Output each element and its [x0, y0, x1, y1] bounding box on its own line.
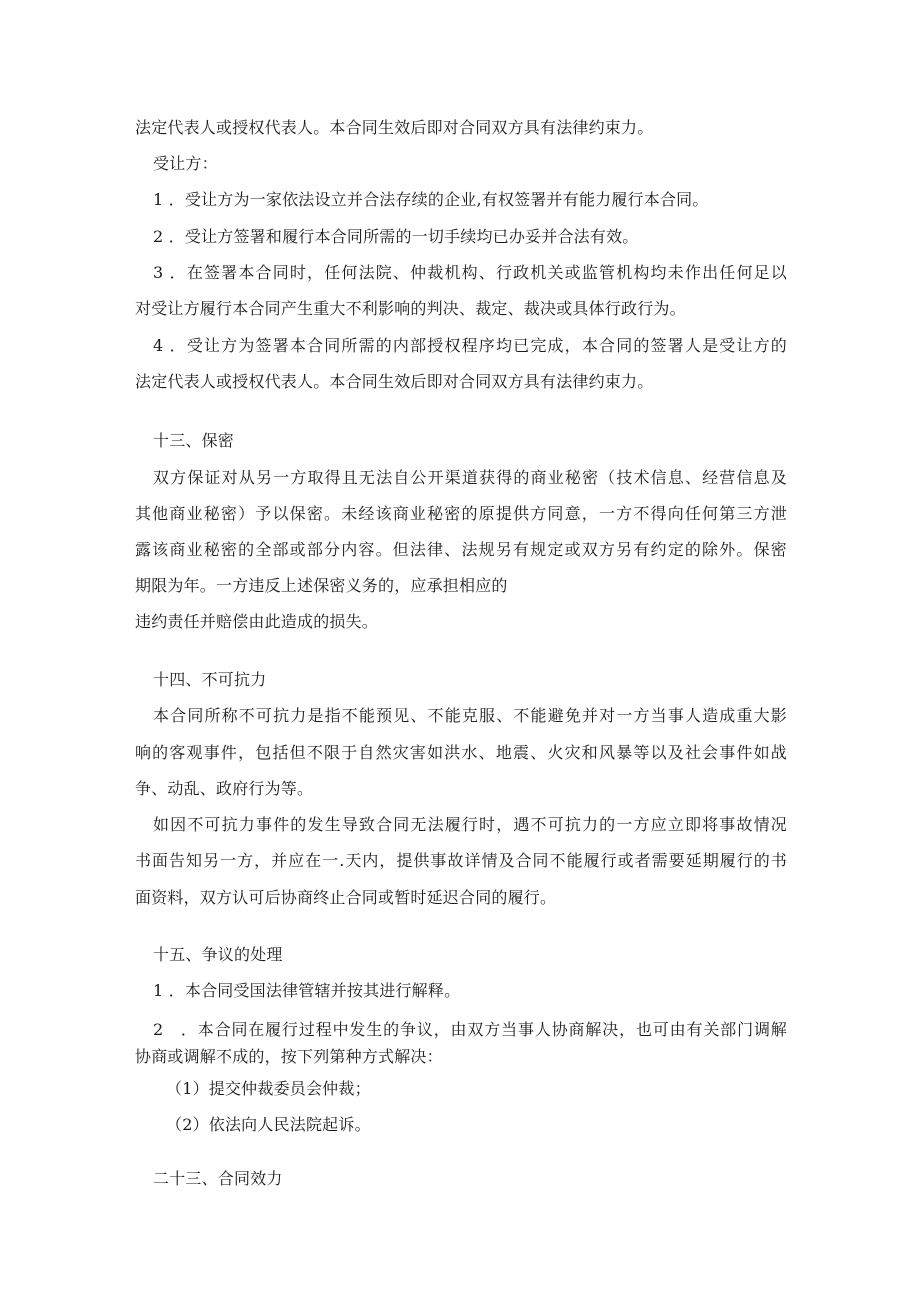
text-line: 响的客观事件，包括但不限于自然灾害如洪水、地震、火灾和风暴等以及社会事件如战 — [135, 743, 787, 762]
text-line: 违约责任并赔偿由此造成的损失。 — [135, 612, 379, 631]
section-heading: 十五、争议的处理 — [153, 945, 283, 964]
section-heading: 十四、不可抗力 — [153, 670, 267, 689]
text-line: 3 ．在签署本合同时，任何法院、仲裁机构、行政机关或监管机构均未作出任何足以 — [153, 263, 787, 282]
text-line: 双方保证对从另一方取得且无法自公开渠道获得的商业秘密（技术信息、经营信息及 — [153, 468, 787, 487]
text-line: 期限为年。一方违反上述保密义务的，应承担相应的 — [135, 576, 508, 595]
text-line: （1）提交仲裁委员会仲裁； — [166, 1079, 371, 1098]
text-line: 其他商业秘密）予以保密。未经该商业秘密的原提供方同意，一方不得向任何第三方泄 — [135, 504, 787, 523]
text-line: 2 ．本合同在履行过程中发生的争议，由双方当事人协商解决，也可由有关部门调解 — [153, 1020, 787, 1039]
text-line: 本合同所称不可抗力是指不能预见、不能克服、不能避免并对一方当事人造成重大影 — [153, 706, 787, 725]
text-line: 争、动乱、政府行为等。 — [135, 779, 314, 798]
text-line: 法定代表人或授权代表人。本合同生效后即对合同双方具有法律约束力。 — [135, 118, 654, 137]
text-line: 法定代表人或授权代表人。本合同生效后即对合同双方具有法律约束力。 — [135, 372, 654, 391]
text-line: 1 ．受让方为一家依法设立并合法存续的企业,有权签署并有能力履行本合同。 — [153, 190, 709, 209]
text-line: （2）依法向人民法院起诉。 — [166, 1115, 371, 1134]
text-line: 如因不可抗力事件的发生导致合同无法履行时，遇不可抗力的一方应立即将事故情况 — [153, 815, 787, 834]
text-line: 面资料，双方认可后协商终止合同或暂时延迟合同的履行。 — [135, 888, 557, 907]
section-heading: 二十三、合同效力 — [153, 1169, 283, 1188]
text-line: 4 ．受让方为签署本合同所需的内部授权程序均已完成，本合同的签署人是受让方的 — [153, 336, 787, 355]
section-heading: 十三、保密 — [153, 431, 235, 450]
text-line: 1 ．本合同受国法律管辖并按其进行解释。 — [153, 981, 461, 1000]
text-line: 对受让方履行本合同产生重大不利影响的判决、裁定、裁决或具体行政行为。 — [135, 299, 686, 318]
text-line: 书面告知另一方，并应在一.天内，提供事故详情及合同不能履行或者需要延期履行的书 — [135, 851, 787, 870]
text-line: 受让方： — [153, 154, 218, 173]
text-line: 2 ．受让方签署和履行本合同所需的一切手续均已办妥并合法有效。 — [153, 227, 639, 246]
text-line: 露该商业秘密的全部或部分内容。但法律、法规另有规定或双方另有约定的除外。保密 — [135, 540, 787, 559]
text-line: 协商或调解不成的，按下列第种方式解决： — [135, 1047, 443, 1066]
